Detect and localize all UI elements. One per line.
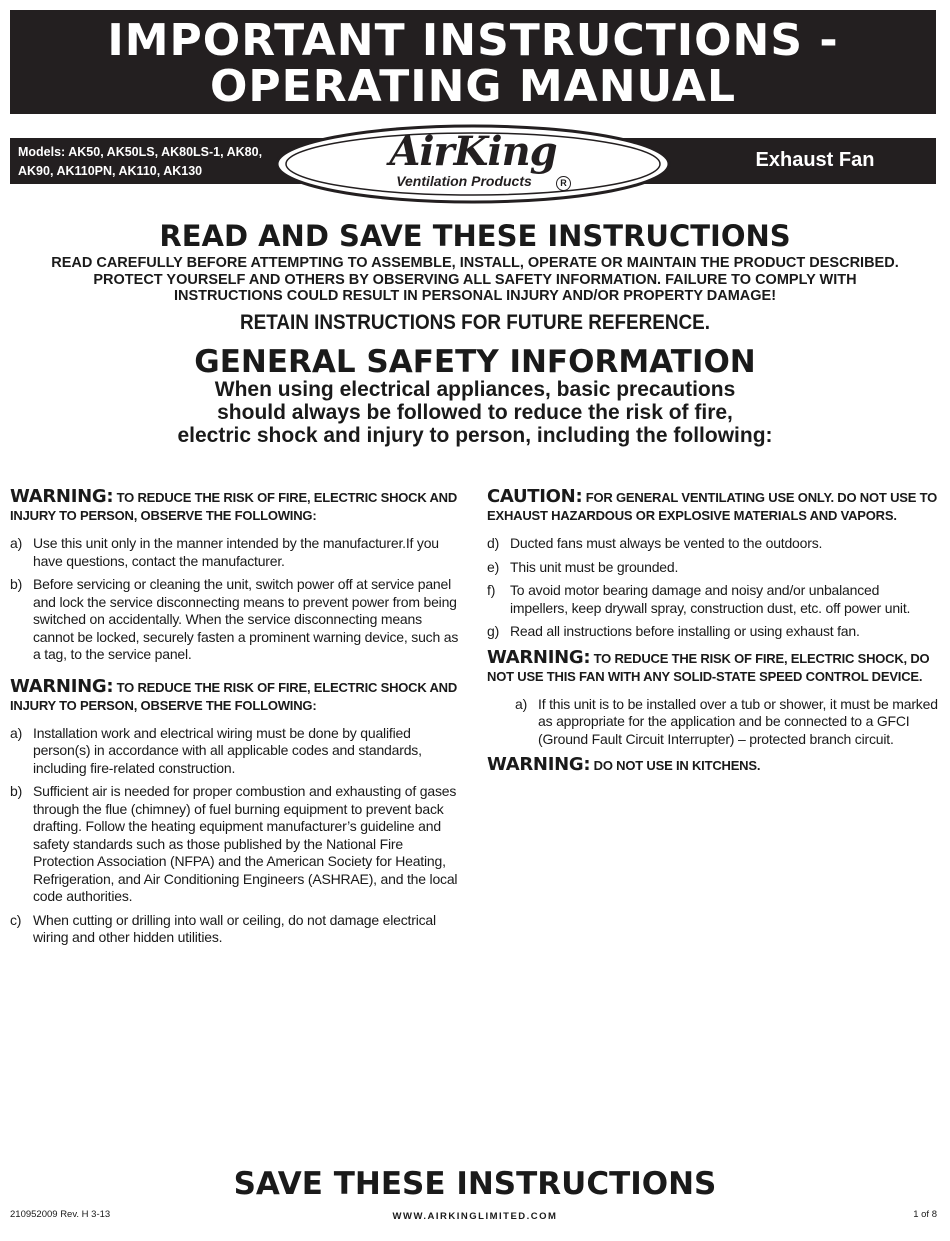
- warning-heading: [487, 646, 939, 686]
- warning-2-items: [10, 725, 460, 947]
- list-item: [487, 623, 939, 641]
- list-item: [10, 535, 460, 570]
- read-line-3: INSTRUCTIONS COULD RESULT IN PERSONAL INJURY AND/OR PROPERTY DAMAGE!: [173, 288, 777, 304]
- item-letter: b): [10, 576, 23, 592]
- document-revision: 210952009 Rev. H 3-13: [10, 1209, 111, 1220]
- item-text: Ducted fans must always be vented to the outdoors.: [510, 535, 823, 551]
- read-line-2: PROTECT YOURSELF AND OTHERS BY OBSERVING ALL SAFETY INFORMATION. FAILURE TO COMPLY WITH: [93, 271, 857, 288]
- item-text: This unit must be grounded.: [510, 558, 679, 575]
- list-item: [487, 559, 939, 577]
- right-column: [487, 488, 939, 785]
- item-letter: b): [10, 783, 23, 799]
- list-item: [10, 783, 460, 906]
- item-letter: g): [487, 623, 500, 639]
- item-text: When cutting or drilling into wall or ceiling, do not damage electrical wiring and other hidden utilities.: [33, 911, 436, 945]
- warning-3-items: [487, 696, 939, 749]
- warning-keyword: WARNING:: [10, 675, 114, 697]
- save-instructions-footer-heading: SAVE THESE INSTRUCTIONS: [233, 1166, 717, 1202]
- warning-text: DO NOT USE IN KITCHENS.: [590, 758, 761, 773]
- general-safety-intro: [0, 378, 950, 447]
- item-letter: d): [487, 535, 500, 551]
- logo-subtitle: Ventilation Products: [396, 173, 532, 189]
- list-item: [487, 535, 939, 553]
- warning-keyword: WARNING:: [10, 486, 114, 507]
- left-column: [10, 488, 460, 955]
- models-line-1: Models: AK50, AK50LS, AK80LS-1, AK80,: [18, 145, 263, 159]
- retain-notice: RETAIN INSTRUCTIONS FOR FUTURE REFERENCE.: [239, 311, 711, 334]
- item-text: If this unit is to be installed over a tub or shower, it must be marked as appropriate for the application and be connected to a GFCI (Ground Fault Circuit Interrupter) – protected branch circuit.: [538, 695, 938, 747]
- product-type: Exhaust Fan: [755, 149, 875, 171]
- item-text: Sufficient air is needed for proper combustion and exhausting of gases through the flue (chimney) of fuel burning equipment to prevent back drafting. Follow the heating equipment manufacturer’s guideline and safety standards such as those published by the National Fire Protection Association (NFPA) and the American Society for Heating, Refrigeration, and Air Conditioning Engineers (ASHRAE), and the local code authorities.: [33, 783, 458, 904]
- caution-keyword: CAUTION:: [487, 486, 583, 507]
- caution-items: [487, 535, 939, 641]
- item-text: Read all instructions before installing or using exhaust fan.: [510, 623, 860, 639]
- warning-keyword: WARNING:: [487, 646, 591, 668]
- item-letter: a): [10, 535, 23, 551]
- list-item: [10, 725, 460, 778]
- registered-mark: R: [556, 176, 571, 191]
- list-item: [10, 576, 460, 664]
- warning-heading: [487, 756, 939, 775]
- item-letter: c): [10, 911, 22, 928]
- list-item: [487, 696, 939, 749]
- read-save-heading: READ AND SAVE THESE INSTRUCTIONS: [159, 219, 791, 253]
- warning-heading: [10, 488, 460, 525]
- brand-logo: [273, 124, 673, 204]
- logo-brand-name: AirKing: [389, 128, 557, 175]
- item-letter: a): [515, 695, 528, 712]
- warning-text: TO REDUCE THE RISK OF FIRE, ELECTRIC SHOCK AND INJURY TO PERSON, OBSERVE THE FOLLOWING:: [10, 490, 458, 523]
- warning-text: TO REDUCE THE RISK OF FIRE, ELECTRIC SHOCK AND INJURY TO PERSON, OBSERVE THE FOLLOWING:: [10, 679, 458, 713]
- warning-heading: [10, 675, 460, 715]
- general-line-3: electric shock and injury to person, including the following:: [177, 424, 773, 447]
- read-carefully-notice: [0, 255, 950, 305]
- models-list: [18, 143, 278, 181]
- read-line-1: READ CAREFULLY BEFORE ATTEMPTING TO ASSEMBLE, INSTALL, OPERATE OR MAINTAIN THE PRODUCT DESCRIBED.: [51, 255, 899, 271]
- website-link[interactable]: WWW.AIRKINGLIMITED.COM: [392, 1211, 558, 1222]
- general-line-1: When using electrical appliances, basic precautions: [214, 378, 736, 401]
- list-item: [487, 582, 939, 617]
- caution-text: FOR GENERAL VENTILATING USE ONLY. DO NOT USE TO EXHAUST HAZARDOUS OR EXPLOSIVE MATERIALS AND VAPORS.: [487, 490, 938, 523]
- page-number: 1 of 8: [913, 1209, 937, 1220]
- item-text: To avoid motor bearing damage and noisy and/or unbalanced impellers, keep drywall spray, construction dust, etc. off power unit.: [510, 582, 911, 616]
- title-banner: [10, 10, 936, 114]
- warning-text: TO REDUCE THE RISK OF FIRE, ELECTRIC SHOCK, DO NOT USE THIS FAN WITH ANY SOLID-STATE SPEED CONTROL DEVICE.: [487, 650, 930, 684]
- caution-heading: [487, 488, 939, 525]
- general-line-2: should always be followed to reduce the risk of fire,: [217, 401, 733, 424]
- list-item: [10, 912, 460, 947]
- item-text: Installation work and electrical wiring must be done by qualified person(s) in accordance with all applicable codes and standards, including fire-related construction.: [33, 724, 422, 776]
- item-text: Use this unit only in the manner intended by the manufacturer.If you have questions, contact the manufacturer.: [33, 535, 439, 569]
- models-line-2: AK90, AK110PN, AK110, AK130: [18, 164, 203, 178]
- item-letter: e): [487, 558, 500, 575]
- warning-keyword: WARNING:: [487, 754, 591, 775]
- general-safety-heading: GENERAL SAFETY INFORMATION: [194, 344, 756, 380]
- item-text: Before servicing or cleaning the unit, switch power off at service panel and lock the service disconnecting means to prevent power from being switched on accidentally. When the service disconnecting means cannot be locked, securely fasten a prominent warning device, such as a tag, to the service panel.: [33, 576, 459, 662]
- title-line-1: IMPORTANT INSTRUCTIONS -: [107, 15, 839, 66]
- warning-1-items: [10, 535, 460, 664]
- item-letter: f): [487, 582, 496, 598]
- item-letter: a): [10, 724, 23, 741]
- title-line-2: OPERATING MANUAL: [210, 61, 736, 112]
